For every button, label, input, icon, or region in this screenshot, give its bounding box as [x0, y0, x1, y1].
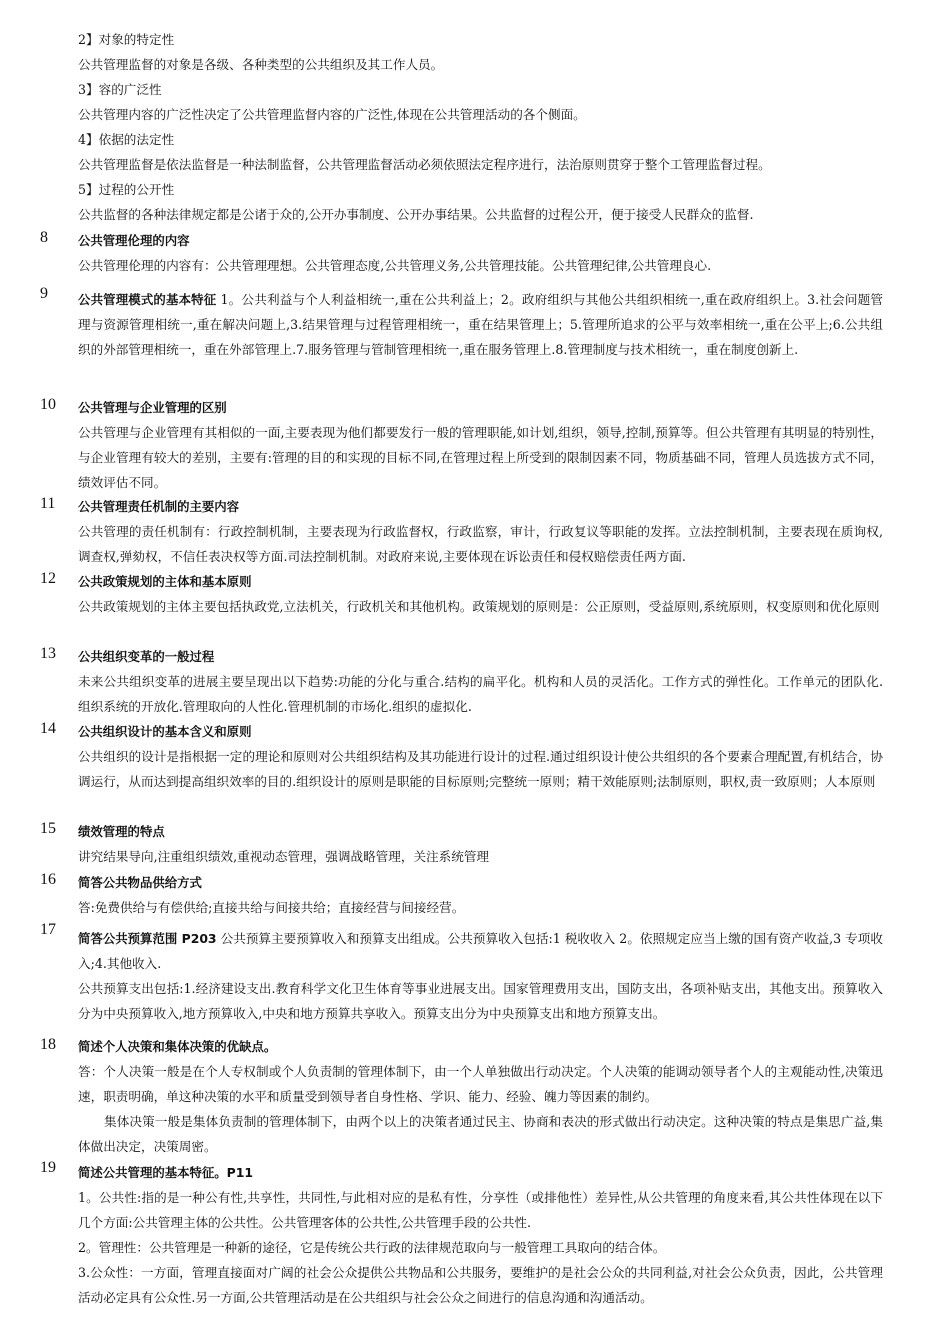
paragraph: 公共管理监督是依法监督是一种法制监督，公共管理监督活动必须依照法定程序进行，法治原则贯穿于整个工管理监督过程。: [78, 157, 771, 172]
section-number: 11: [40, 495, 56, 512]
section-8: [78, 228, 883, 278]
section-title: 公共组织设计的基本含义和原则: [78, 724, 252, 739]
section-number: 9: [40, 285, 48, 302]
top-block: [78, 27, 883, 227]
section-number: 19: [40, 1159, 56, 1176]
section-14: [78, 719, 883, 794]
paragraph: 2。管理性：公共管理是一种新的途径，它是传统公共行政的法律规范取向与一般管理工具取向的结合体。: [78, 1240, 666, 1255]
paragraph: 讲究结果导向,注重组织绩效,重视动态管理，强调战略管理，关注系统管理: [78, 849, 490, 864]
section-title: 公共管理与企业管理的区别: [78, 400, 227, 415]
section-title: 公共管理模式的基本特征: [78, 292, 217, 307]
section-title: 简答公共物品供给方式: [78, 875, 202, 890]
subheading: 5】过程的公开性: [78, 182, 175, 197]
subheading: 3】容的广泛性: [78, 82, 162, 97]
section-title: 公共政策规划的主体和基本原则: [78, 574, 252, 589]
paragraph: 公共管理的责任机制有：行政控制机制，主要表现为行政监督权，行政监察，审计，行政复议等职能的发挥。立法控制机制，主要表现在质询权,调查权,弹劾权，不信任表决权等方面.司法控制机制。对政府来说,主要体现在诉讼责任和侵权赔偿责任两方面.: [78, 524, 883, 564]
section-title: 公共组织变革的一般过程: [78, 649, 215, 664]
paragraph: 公共预算支出包括:1.经济建设支出.教育科学文化卫生体育等事业进展支出。国家管理费用支出，国防支出，各项补贴支出，其他支出。预算收入分为中央预算收入,地方预算收入,中央和地方预算共享收入。预算支出分为中央预算支出和地方预算支出。: [78, 981, 883, 1021]
paragraph: 3.公众性：一方面，管理直接面对广阔的社会公众提供公共物品和公共服务，要维护的是社会公众的共同利益,对社会公众负责，因此，公共管理活动必定具有公众性.另一方面,公共管理活动是在公共组织与社会公众之间进行的信息沟通和沟通活动。: [78, 1265, 883, 1305]
section-9: [78, 287, 883, 362]
section-number: 10: [40, 396, 56, 413]
section-16: [78, 870, 883, 920]
section-13: [78, 644, 883, 719]
section-title: 公共管理伦理的内容: [78, 233, 190, 248]
section-title: 简述公共管理的基本特征。P11: [78, 1165, 254, 1180]
paragraph: 公共管理伦理的内容有：公共管理理想。公共管理态度,公共管理义务,公共管理技能。公共管理纪律,公共管理良心.: [78, 258, 712, 273]
section-19: [78, 1160, 883, 1310]
paragraph: 公共政策规划的主体主要包括执政党,立法机关，行政机关和其他机构。政策规划的原则是：公正原则，受益原则,系统原则，权变原则和优化原则: [78, 599, 880, 614]
paragraph: 公共预算主要预算收入和预算支出组成。公共预算收入包括:1 税收收入 2。依照规定应当上缴的国有资产收益,3 专项收入;4.其他收入.: [78, 931, 883, 971]
section-12: [78, 569, 883, 619]
section-title: 绩效管理的特点: [78, 824, 165, 839]
section-title: 公共管理责任机制的主要内容: [78, 499, 240, 514]
section-number: 16: [40, 871, 56, 888]
subheading: 4】依据的法定性: [78, 132, 175, 147]
section-title: 简答公共预算范围 P203: [78, 931, 217, 946]
section-number: 13: [40, 645, 56, 662]
section-11: [78, 494, 883, 569]
section-number: 8: [40, 229, 48, 246]
paragraph: 1。公共性:指的是一种公有性,共享性，共同性,与此相对应的是私有性，分享性（或排他性）差异性,从公共管理的角度来看,其公共性体现在以下几个方面:公共管理主体的公共性。公共管理客体的公共性,公共管理手段的公共性.: [78, 1190, 883, 1230]
paragraph: 集体决策一般是集体负责制的管理体制下，由两个以上的决策者通过民主、协商和表决的形式做出行动决定。这种决策的特点是集思广益,集体做出决定，决策周密。: [78, 1114, 883, 1154]
section-title: 简述个人决策和集体决策的优缺点。: [78, 1039, 277, 1054]
section-number: 17: [40, 921, 56, 938]
paragraph: 答：个人决策一般是在个人专权制或个人负责制的管理体制下，由一个人单独做出行动决定。个人决策的能调动领导者个人的主观能动性,决策迅速，职责明确，单这种决策的水平和质量受到领导者自身性格、学识、能力、经验、魄力等因素的制约。: [78, 1064, 883, 1104]
paragraph: 1。公共利益与个人利益相统一,重在公共利益上；2。政府组织与其他公共组织相统一,重在政府组织上。3.社会问题管理与资源管理相统一,重在解决问题上,3.结果管理与过程管理相统一，重在结果管理上；5.管理所追求的公平与效率相统一,重在公平上;6.公共组织的外部管理相统一，重在外部管理上.7.服务管理与管制管理相统一,重在服务管理上.8.管理制度与技术相统一，重在制度创新上.: [78, 292, 883, 357]
paragraph: 公共组织的设计是指根据一定的理论和原则对公共组织结构及其功能进行设计的过程.通过组织设计使公共组织的各个要素合理配置,有机结合，协调运行，从而达到提高组织效率的目的.组织设计的原则是职能的目标原则;完整统一原则；精干效能原则;法制原则，职权,责一致原则；人本原则: [78, 749, 883, 789]
section-18: [78, 1034, 883, 1159]
paragraph: 答:免费供给与有偿供给;直接共给与间接共给；直接经营与间接经营。: [78, 900, 465, 915]
paragraph: 公共管理与企业管理有其相似的一面,主要表现为他们都要发行一般的管理职能,如计划,组织，领导,控制,预算等。但公共管理有其明显的特别性，与企业管理有较大的差别，主要有:管理的目的和实现的目标不同,在管理过程上所受到的限制因素不同，物质基础不同，管理人员选拔方式不同，绩效评估不同。: [78, 425, 883, 490]
subheading: 2】对象的特定性: [78, 32, 175, 47]
paragraph: 未来公共组织变革的进展主要呈现出以下趋势:功能的分化与重合.结构的扁平化。机构和人员的灵活化。工作方式的弹性化。工作单元的团队化.组织系统的开放化.管理取向的人性化.管理机制的市场化.组织的虚拟化.: [78, 674, 883, 714]
paragraph: 公共管理监督的对象是各级、各种类型的公共组织及其工作人员。: [78, 57, 444, 72]
section-17: [78, 926, 883, 1026]
section-10: [78, 395, 883, 495]
section-15: [78, 819, 883, 869]
section-number: 12: [40, 570, 56, 587]
section-number: 14: [40, 720, 56, 737]
paragraph: 公共管理内容的广泛性决定了公共管理监督内容的广泛性,体现在公共管理活动的各个侧面。: [78, 107, 586, 122]
paragraph: 公共监督的各种法律规定都是公诸于众的,公开办事制度、公开办事结果。公共监督的过程公开，便于接受人民群众的监督.: [78, 207, 754, 222]
section-number: 15: [40, 820, 56, 837]
section-number: 18: [40, 1036, 56, 1053]
